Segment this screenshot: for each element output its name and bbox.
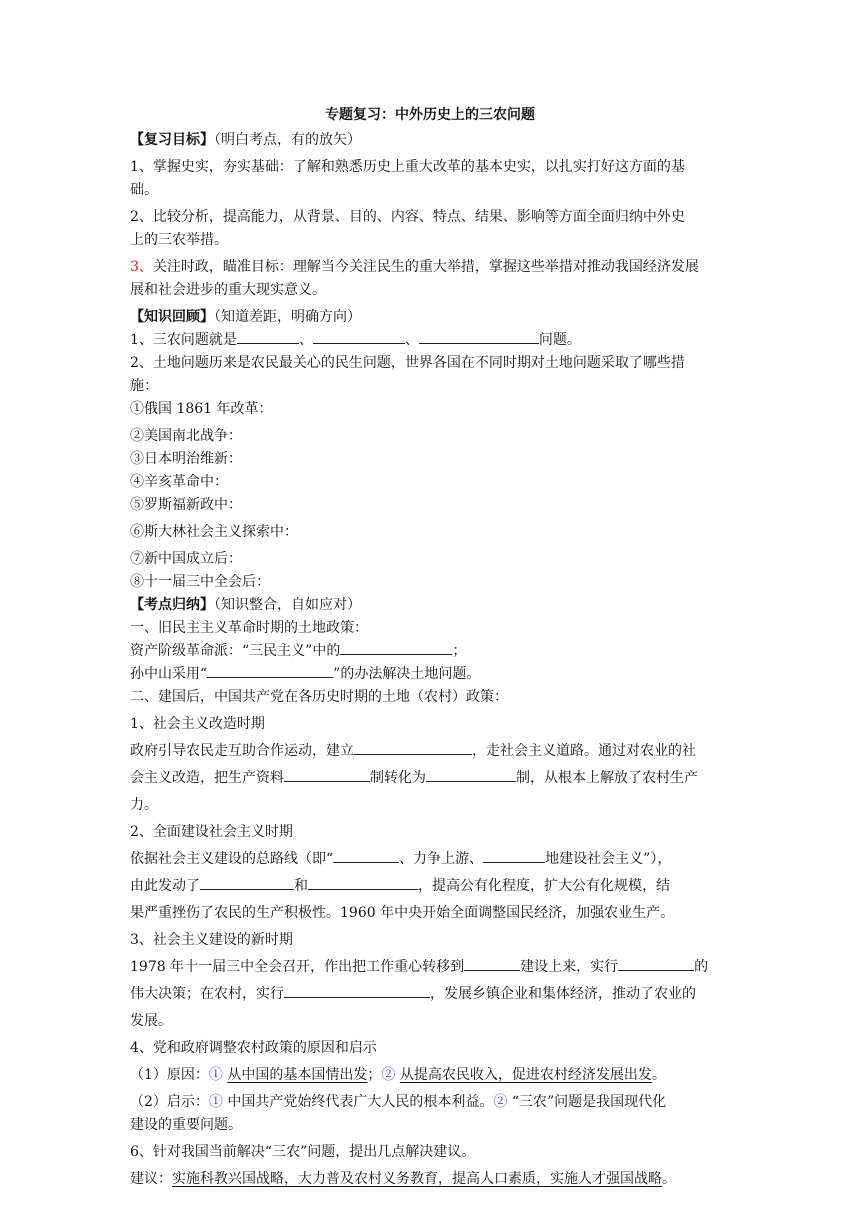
section-heading: 【考点归纳】 (130, 597, 214, 613)
list-item: ⑧十一届三中全会后： (130, 574, 270, 590)
paragraph: 4、党和政府调整农村政策的原因和启示 (130, 1040, 377, 1056)
section-note: （明白考点，有的放矢） (214, 132, 361, 148)
paragraph (130, 875, 730, 898)
goal-3-text: 关注时政，瞄准目标：理解当今关注民生的重大举措，掌握这些举措对推动我国经济发展 (152, 259, 699, 275)
fill-blank[interactable] (483, 848, 545, 863)
text: 政府引导农民走互助合作运动，建立 (130, 743, 354, 759)
text: 的 (694, 959, 709, 975)
paragraph (130, 1091, 730, 1114)
text: 孙中山采用“ (130, 666, 208, 682)
paragraph: 果严重挫伤了农民的生产积极性。1960 年中央开始全面调整国民经济，加强农业生产。 (130, 905, 675, 921)
paragraph (130, 640, 730, 663)
fill-blank[interactable] (284, 983, 430, 998)
goal-2-line-b: 上的三农举措。 (130, 232, 228, 248)
goal-2-line-a: 2、比较分析，提高能力，从背景、目的、内容、特点、结果、影响等方面全面归纳中外史 (130, 209, 685, 225)
text: 依据社会主义建设的总路线（即“ (130, 851, 334, 867)
paragraph: 3、社会主义建设的新时期 (130, 932, 293, 948)
question-2-line-a: 2、土地问题历来是农民最关心的民生问题，世界各国在不同时期对土地问题采取了哪些措 (130, 355, 685, 371)
list-item: ⑤罗斯福新政中： (130, 497, 242, 513)
paragraph: 2、全面建设社会主义时期 (130, 824, 293, 840)
fill-blank[interactable] (354, 740, 472, 755)
fill-blank[interactable] (333, 848, 399, 863)
answer-text: 实施科教兴国战略，大力普及农村义务教育，提高人口素质，实施人才强国战略 (172, 1171, 662, 1187)
paragraph (130, 983, 730, 1006)
fill-blank[interactable] (419, 329, 539, 344)
text: 1978 年十一届三中全会召开，作出把工作重心转移到 (130, 959, 465, 975)
list-item: ④辛亥革命中： (130, 474, 228, 490)
list-item: ⑥斯大林社会主义探索中： (130, 524, 298, 540)
text: 资产阶级革命派：“三民主义”中的 (130, 643, 341, 659)
question-text: 问题。 (538, 332, 581, 348)
text: ，提高公有化程度，扩大公有化规模，结 (418, 878, 670, 894)
paragraph: 力。 (130, 797, 158, 813)
paragraph (130, 1064, 730, 1087)
text: 建设上来，实行 (520, 959, 619, 975)
text: （1）原因： (130, 1067, 209, 1083)
text: 伟大决策；在农村，实行 (130, 986, 284, 1002)
paragraph (130, 1168, 730, 1191)
fill-blank[interactable] (313, 329, 405, 344)
paragraph: 二、建国后，中国共产党在各历史时期的土地（农村）政策： (130, 689, 508, 705)
circled-number: ① (208, 1067, 223, 1083)
paragraph: 建设的重要问题。 (130, 1117, 242, 1133)
circled-number: ① (208, 1094, 223, 1110)
paragraph: 1、社会主义改造时期 (130, 716, 265, 732)
text: “三农”问题是我国现代化 (511, 1094, 667, 1110)
answer-text: 从提高农民收入，促进农村经济发展出发 (399, 1067, 652, 1083)
section-note: （知识整合，自如应对） (214, 597, 361, 613)
question-2-line-b: 施： (130, 378, 158, 394)
list-item: ⑦新中国成立后： (130, 551, 242, 567)
separator: 、 (298, 332, 313, 348)
fill-blank[interactable] (200, 875, 294, 890)
fill-blank[interactable] (426, 767, 516, 782)
paragraph (130, 740, 730, 763)
text: （2）启示： (130, 1094, 209, 1110)
question-1 (130, 329, 730, 352)
paragraph (130, 663, 730, 686)
goal-3-line-a (130, 256, 730, 279)
text: 。 (662, 1171, 676, 1187)
text: 建议： (130, 1171, 172, 1187)
text: 制转化为 (370, 770, 426, 786)
fill-blank[interactable] (618, 956, 694, 971)
fill-blank[interactable] (340, 640, 452, 655)
text: 和 (294, 878, 308, 894)
paragraph: 发展。 (130, 1013, 172, 1029)
text: 制，从根本上解放了农村生产 (516, 770, 698, 786)
circled-number: ② (381, 1067, 396, 1083)
question-text: 1、三农问题就是 (130, 332, 237, 348)
goal-1-line-a: 1、掌握史实，夯实基础：了解和熟悉历史上重大改革的基本史实，以扎实打好这方面的基 (130, 159, 685, 175)
text: ，发展乡镇企业和集体经济，推动了农业的 (430, 986, 696, 1002)
section-note: （知道差距，明确方向） (214, 309, 361, 325)
fill-blank[interactable] (308, 875, 418, 890)
knowledge-review-heading (130, 306, 730, 329)
fill-blank[interactable] (237, 329, 299, 344)
text: ； (367, 1067, 382, 1083)
goal-1-line-b: 础。 (130, 182, 158, 198)
circled-number: ② (493, 1094, 508, 1110)
list-item: ③日本明治维新： (130, 451, 242, 467)
text: 会主义改造，把生产资料 (130, 770, 284, 786)
text: 地建设社会主义”）， (545, 851, 672, 867)
fill-blank[interactable] (284, 767, 370, 782)
paragraph: 一、旧民主主义革命时期的土地政策： (130, 620, 368, 636)
list-item: ①俄国 1861 年改革： (130, 401, 273, 417)
answer-text: 从中国的基本国情出发 (227, 1067, 368, 1083)
text: 。 (651, 1067, 666, 1083)
document-page (130, 104, 730, 1191)
paragraph: 6、针对我国当前解决“三农”问题，提出几点解决建议。 (130, 1144, 476, 1160)
text: 、力争上游、 (399, 851, 484, 867)
section-heading: 【复习目标】 (130, 132, 214, 148)
text: 由此发动了 (130, 878, 200, 894)
text: ； (452, 643, 467, 659)
paragraph (130, 848, 730, 871)
fill-blank[interactable] (464, 956, 520, 971)
goal-3-line-b: 展和社会进步的重大现实意义。 (130, 282, 326, 298)
goal-3-number: 3、 (130, 259, 153, 275)
key-points-heading (130, 594, 730, 617)
document-title: 专题复习：中外历史上的三农问题 (325, 107, 535, 123)
review-goals-heading (130, 129, 730, 152)
text: 中国共产党始终代表广大人民的根本利益。 (227, 1094, 494, 1110)
fill-blank[interactable] (207, 663, 333, 678)
text: ，走社会主义道路。通过对农业的社 (472, 743, 696, 759)
separator: 、 (404, 332, 419, 348)
section-heading: 【知识回顾】 (130, 309, 214, 325)
paragraph (130, 767, 730, 790)
list-item: ②美国南北战争： (130, 428, 242, 444)
paragraph (130, 956, 730, 979)
text: ”的办法解决土地问题。 (333, 666, 481, 682)
